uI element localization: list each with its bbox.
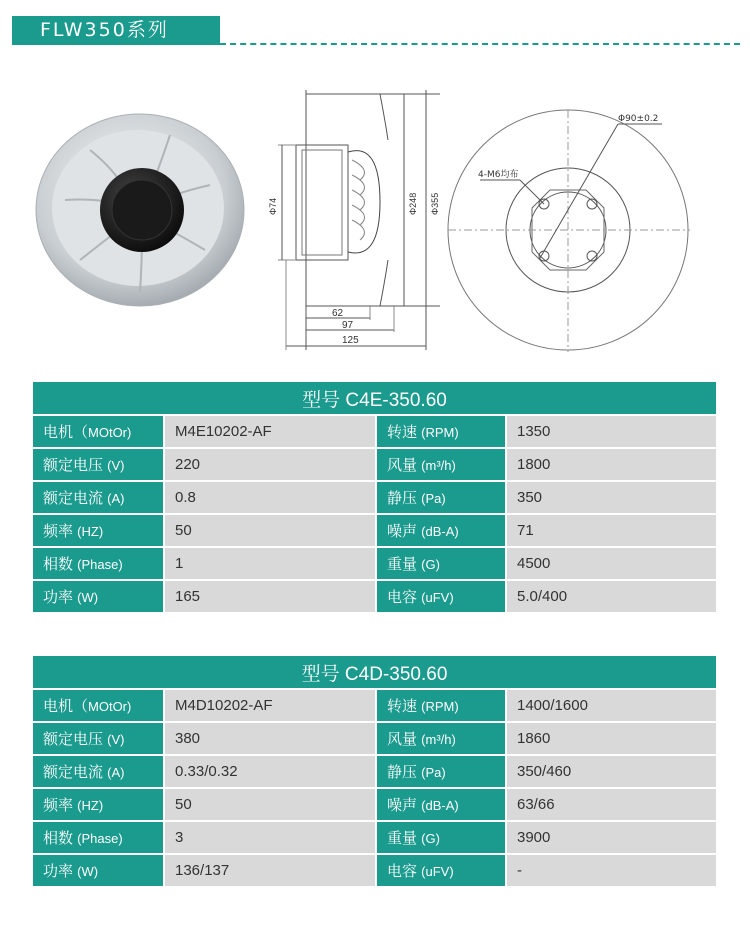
spec-cell	[505, 416, 716, 449]
spec-value: 1400/1600	[517, 697, 588, 714]
spec-row	[33, 515, 716, 548]
spec-cell	[33, 515, 163, 548]
spec-table-c4e	[33, 382, 716, 614]
spec-value: 0.33/0.32	[175, 763, 238, 780]
spec-value: 71	[517, 522, 534, 539]
spec-unit: (dB-A)	[421, 524, 459, 539]
spec-label: 转速	[387, 424, 422, 441]
spec-row	[33, 690, 716, 723]
spec-unit: (G)	[421, 831, 440, 846]
spec-table-body	[33, 656, 716, 888]
spec-cell	[375, 449, 505, 482]
spec-value: 50	[175, 796, 192, 813]
spec-cell	[163, 515, 375, 548]
spec-cell	[375, 756, 505, 789]
spec-cell	[33, 449, 163, 482]
spec-cell	[375, 789, 505, 822]
spec-cell	[505, 548, 716, 581]
spec-value: 3900	[517, 829, 551, 846]
spec-cell	[375, 548, 505, 581]
spec-cell	[375, 723, 505, 756]
spec-value: 63/66	[517, 796, 555, 813]
spec-cell	[163, 416, 375, 449]
spec-cell	[375, 581, 505, 614]
spec-row	[33, 822, 716, 855]
front-view-drawing	[448, 110, 690, 352]
spec-cell	[33, 855, 163, 888]
spec-unit: (uFV)	[421, 864, 454, 879]
spec-cell	[375, 822, 505, 855]
dim-62: 62	[332, 308, 344, 319]
spec-unit: (m³/h)	[421, 458, 456, 473]
spec-unit: (HZ)	[77, 798, 104, 813]
spec-row	[33, 416, 716, 449]
side-view-drawing	[278, 90, 440, 350]
spec-value: 1860	[517, 730, 551, 747]
spec-cell	[505, 581, 716, 614]
spec-table-c4d	[33, 656, 716, 888]
fan-photo	[36, 114, 244, 306]
spec-label: 电机（	[43, 698, 89, 715]
dim-125: 125	[342, 335, 359, 346]
spec-row	[33, 482, 716, 515]
spec-cell	[505, 756, 716, 789]
spec-cell	[505, 855, 716, 888]
spec-value: 220	[175, 456, 201, 473]
spec-cell	[375, 416, 505, 449]
spec-cell	[33, 690, 163, 723]
spec-label: 额定电压	[43, 457, 108, 474]
spec-label: 功率	[43, 589, 78, 606]
spec-unit: (Pa)	[421, 491, 446, 506]
spec-label: 重量	[387, 556, 422, 573]
spec-value: 350	[517, 489, 543, 506]
spec-cell	[505, 482, 716, 515]
spec-unit: (W)	[77, 864, 99, 879]
spec-unit: (RPM)	[421, 699, 459, 714]
spec-cell	[505, 723, 716, 756]
spec-label: 频率	[43, 797, 78, 814]
spec-value: 5.0/400	[517, 588, 568, 605]
spec-value: 1	[175, 555, 184, 572]
spec-label: 电机（	[43, 424, 89, 441]
spec-cell	[33, 482, 163, 515]
spec-unit: MOtOr)	[88, 425, 132, 440]
spec-row	[33, 548, 716, 581]
spec-cell	[375, 855, 505, 888]
spec-label: 额定电流	[43, 490, 108, 507]
spec-unit: (G)	[421, 557, 440, 572]
spec-unit: (m³/h)	[421, 732, 456, 747]
spec-cell	[33, 581, 163, 614]
dim-d74: Φ74	[268, 197, 278, 215]
spec-value: 0.8	[175, 489, 196, 506]
spec-label: 噪声	[387, 797, 422, 814]
spec-unit: (dB-A)	[421, 798, 459, 813]
spec-unit: (HZ)	[77, 524, 104, 539]
spec-row	[33, 789, 716, 822]
dim-d248: Φ248	[408, 192, 418, 215]
spec-value: M4E10202-AF	[175, 423, 272, 440]
spec-unit: (RPM)	[421, 425, 459, 440]
spec-cell	[33, 756, 163, 789]
spec-label: 电容	[387, 863, 422, 880]
spec-cell	[163, 789, 375, 822]
spec-value: M4D10202-AF	[175, 697, 273, 714]
spec-unit: (W)	[77, 590, 99, 605]
spec-label: 噪声	[387, 523, 422, 540]
spec-label: 额定电压	[43, 731, 108, 748]
dim-d90: Φ90±0.2	[618, 114, 659, 124]
spec-label: 电容	[387, 589, 422, 606]
spec-unit: (Phase)	[77, 557, 123, 572]
spec-cell	[505, 789, 716, 822]
spec-row	[33, 581, 716, 614]
spec-row	[33, 449, 716, 482]
spec-cell	[33, 822, 163, 855]
spec-label: 重量	[387, 830, 422, 847]
spec-value: 50	[175, 522, 192, 539]
spec-cell	[163, 756, 375, 789]
spec-unit: MOtOr)	[88, 699, 132, 714]
spec-value: 3	[175, 829, 184, 846]
spec-cell	[505, 515, 716, 548]
spec-cell	[375, 515, 505, 548]
spec-cell	[375, 690, 505, 723]
spec-row	[33, 723, 716, 756]
spec-label: 静压	[387, 490, 422, 507]
dim-holes: 4-M6均布	[478, 170, 519, 180]
spec-value: 350/460	[517, 763, 572, 780]
spec-cell	[163, 548, 375, 581]
spec-unit: (Phase)	[77, 831, 123, 846]
spec-unit: (V)	[107, 732, 125, 747]
spec-unit: (uFV)	[421, 590, 454, 605]
title-divider	[220, 43, 740, 45]
spec-cell	[33, 723, 163, 756]
spec-cell	[163, 690, 375, 723]
spec-value: 165	[175, 588, 201, 605]
model-title: 型号 C4E-350.60	[33, 382, 716, 416]
dim-97: 97	[342, 320, 354, 331]
spec-cell	[163, 581, 375, 614]
spec-value: 4500	[517, 555, 551, 572]
series-title: FLW350系列	[12, 16, 220, 45]
spec-unit: (A)	[107, 765, 125, 780]
spec-unit: (V)	[107, 458, 125, 473]
spec-label: 额定电流	[43, 764, 108, 781]
technical-drawings	[20, 80, 730, 370]
spec-cell	[33, 548, 163, 581]
spec-table-body	[33, 382, 716, 614]
spec-cell	[163, 482, 375, 515]
spec-label: 相数	[43, 556, 78, 573]
spec-row	[33, 855, 716, 888]
spec-unit: (A)	[107, 491, 125, 506]
spec-cell	[33, 789, 163, 822]
spec-value: 380	[175, 730, 201, 747]
spec-cell	[163, 822, 375, 855]
spec-cell	[163, 855, 375, 888]
spec-label: 相数	[43, 830, 78, 847]
spec-unit: (Pa)	[421, 765, 446, 780]
spec-value: -	[517, 862, 522, 879]
spec-row	[33, 756, 716, 789]
spec-cell	[163, 449, 375, 482]
spec-cell	[505, 449, 716, 482]
spec-cell	[375, 482, 505, 515]
spec-value: 1350	[517, 423, 551, 440]
spec-label: 频率	[43, 523, 78, 540]
spec-cell	[33, 416, 163, 449]
spec-label: 风量	[387, 731, 422, 748]
spec-label: 静压	[387, 764, 422, 781]
dim-d355: Φ355	[430, 192, 440, 215]
spec-cell	[505, 690, 716, 723]
spec-value: 136/137	[175, 862, 230, 879]
spec-value: 1800	[517, 456, 551, 473]
spec-cell	[163, 723, 375, 756]
spec-label: 功率	[43, 863, 78, 880]
model-title: 型号 C4D-350.60	[33, 656, 716, 690]
spec-label: 转速	[387, 698, 422, 715]
spec-label: 风量	[387, 457, 422, 474]
spec-cell	[505, 822, 716, 855]
